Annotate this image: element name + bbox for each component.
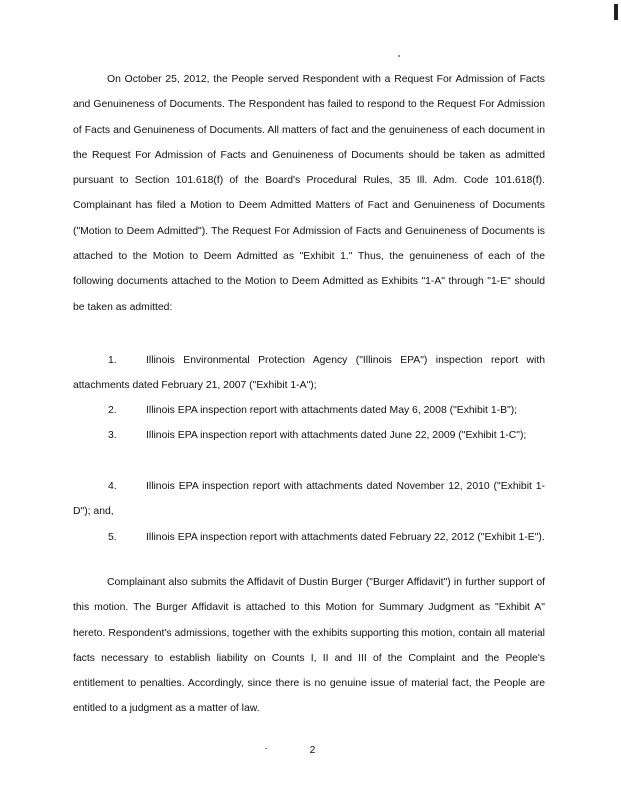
list-item-text: Illinois EPA inspection report with attachments dated February 22, 2012 ("Exhibit 1-E"). — [146, 532, 545, 543]
paragraph-request-for-admission: On October 25, 2012, the People served Respondent with a Request For Admission of Facts and Genuineness of Documents. The Respondent has failed to respond to the Request For Admission of Facts and Genuineness of Documents. All matters of fact and the genuineness of each document in the Request For Admission of Facts and Genuineness of Documents should be taken as admitted pursuant to Section 101.618(f) of the Board's Procedural Rules, 35 Ill. Adm. Code 101.618(f). Complainant has filed a Motion to Deem Admitted Matters of Fact and Genuineness of Documents ("Motion to Deem Admitted"). The Request For Admission of Facts and Genuineness of Documents is attached to the Motion to Deem Admitted as "Exhibit 1." Thus, the genuineness of each of the following documents attached to the Motion to Deem Admitted as Exhibits "1-A" through "1-E" should be taken as admitted: — [73, 74, 545, 313]
list-item-text: Illinois EPA inspection report with attachments dated May 6, 2008 ("Exhibit 1-B"); — [146, 405, 518, 416]
list-item-number: 3. — [108, 430, 117, 441]
list-item-number: 1. — [108, 355, 117, 366]
list-item — [73, 525, 545, 550]
list-item-text: Illinois EPA inspection report with attachments dated June 22, 2009 ("Exhibit 1-C"); — [146, 430, 527, 441]
list-item-number: 2. — [108, 405, 117, 416]
list-item-text: Illinois EPA inspection report with attachments dated November 12, 2010 ("Exhibit 1-D"); and, — [73, 481, 545, 518]
scan-edge-mark — [614, 4, 618, 20]
scan-speck — [398, 55, 400, 57]
list-item — [73, 423, 545, 448]
list-item-number: 5. — [108, 532, 117, 543]
list-item-text: Illinois Environmental Protection Agency ("Illinois EPA") inspection report with attachments dated February 21, 2007 ("Exhibit 1-A"); — [73, 355, 545, 392]
list-item — [73, 398, 545, 423]
paragraph-burger-affidavit: Complainant also submits the Affidavit of Dustin Burger ("Burger Affidavit") in further support of this motion. The Burger Affidavit is attached to this Motion for Summary Judgment as "Exhibit A" hereto. Respondent's admissions, together with the exhibits supporting this motion, contain all material facts necessary to establish liability on Counts I, II and III of the Complaint and the People's entitlement to penalties. Accordingly, since there is no genuine issue of material fact, the People are entitled to a judgment as a matter of law. — [73, 577, 545, 715]
list-item — [73, 474, 545, 525]
list-item — [73, 348, 545, 399]
page-number: 2 — [309, 745, 316, 756]
list-item-number: 4. — [108, 481, 117, 492]
